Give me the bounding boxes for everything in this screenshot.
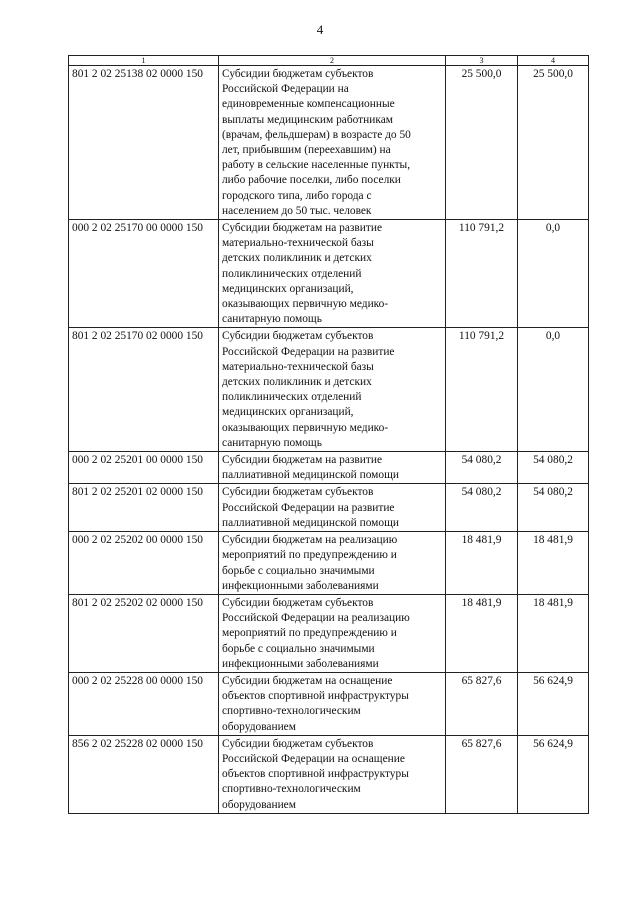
subsidy-name-line: Субсидии бюджетам на реализацию	[222, 534, 398, 547]
amount-col4-cell: 18 481,9	[518, 594, 589, 672]
subsidy-name-line: Российской Федерации на	[222, 83, 349, 96]
subsidy-name-line: оказывающих первичную медико-	[222, 421, 389, 434]
subsidy-name-cell	[219, 532, 446, 595]
subsidy-name-line: детских поликлиник и детских	[222, 376, 372, 389]
subsidy-name-line: лет, прибывшим (переехавшим) на	[222, 144, 391, 157]
subsidy-name-line: Субсидии бюджетам на развитие	[222, 454, 383, 467]
subsidy-name-line: (врачам, фельдшерам) в возрасте до 50	[222, 128, 411, 141]
subsidy-name-cell	[219, 452, 446, 484]
subsidy-name-cell	[219, 735, 446, 813]
subsidy-name-line: Российской Федерации на развитие	[222, 501, 395, 514]
subsidy-name-line: спортивно-технологическим	[222, 783, 361, 796]
subsidy-name-line: Российской Федерации на реализацию	[222, 612, 410, 625]
subsidy-name-cell	[219, 66, 446, 220]
subsidy-name-line: объектов спортивной инфраструктуры	[222, 768, 409, 781]
table-row	[69, 66, 589, 220]
column-number: 1	[69, 56, 219, 66]
subsidy-name-line: Субсидии бюджетам субъектов	[222, 737, 374, 750]
amount-col3-cell: 25 500,0	[446, 66, 518, 220]
budget-table	[68, 55, 589, 814]
subsidy-name-line: мероприятий по предупреждению и	[222, 627, 397, 640]
subsidy-name-line: медицинских организаций,	[222, 282, 354, 295]
table-row	[69, 672, 589, 735]
subsidy-name-line: паллиативной медицинской помощи	[222, 469, 399, 482]
subsidy-name-line: единовременные компенсационные	[222, 98, 395, 111]
table-row	[69, 532, 589, 595]
column-number: 2	[219, 56, 446, 66]
subsidy-name-line: детских поликлиник и детских	[222, 252, 372, 265]
amount-col4-cell: 25 500,0	[518, 66, 589, 220]
subsidy-name-line: борьбе с социально значимыми	[222, 564, 375, 577]
amount-col3-cell: 54 080,2	[446, 452, 518, 484]
budget-code-cell: 856 2 02 25228 02 0000 150	[69, 735, 219, 813]
subsidy-name-line: паллиативной медицинской помощи	[222, 516, 399, 529]
table-body	[69, 66, 589, 814]
table-row	[69, 452, 589, 484]
amount-col4-cell: 56 624,9	[518, 735, 589, 813]
amount-col4-cell: 56 624,9	[518, 672, 589, 735]
subsidy-name-line: Субсидии бюджетам субъектов	[222, 596, 374, 609]
budget-code-cell: 000 2 02 25201 00 0000 150	[69, 452, 219, 484]
table-row	[69, 484, 589, 532]
amount-col3-cell: 54 080,2	[446, 484, 518, 532]
amount-col4-cell: 0,0	[518, 328, 589, 452]
subsidy-name-line: материально-технической базы	[222, 237, 374, 250]
column-number: 4	[518, 56, 589, 66]
budget-code-cell: 801 2 02 25138 02 0000 150	[69, 66, 219, 220]
budget-code-cell: 000 2 02 25228 00 0000 150	[69, 672, 219, 735]
subsidy-name-cell	[219, 328, 446, 452]
table-row	[69, 220, 589, 328]
subsidy-name-line: Российской Федерации на развитие	[222, 345, 395, 358]
subsidy-name-line: борьбе с социально значимыми	[222, 642, 375, 655]
amount-col4-cell: 54 080,2	[518, 484, 589, 532]
amount-col3-cell: 110 791,2	[446, 328, 518, 452]
page-number: 4	[316, 22, 324, 37]
budget-code-cell: 000 2 02 25202 00 0000 150	[69, 532, 219, 595]
column-number-row	[69, 56, 589, 66]
subsidy-name-cell	[219, 220, 446, 328]
subsidy-name-cell	[219, 672, 446, 735]
amount-col3-cell: 18 481,9	[446, 594, 518, 672]
subsidy-name-cell	[219, 594, 446, 672]
subsidy-name-line: Субсидии бюджетам на развитие	[222, 222, 383, 235]
table-row	[69, 328, 589, 452]
subsidy-name-line: Субсидии бюджетам субъектов	[222, 330, 374, 343]
subsidy-name-cell	[219, 484, 446, 532]
subsidy-name-line: оборудованием	[222, 720, 296, 733]
subsidy-name-line: выплаты медицинским работникам	[222, 113, 393, 126]
subsidy-name-line: инфекционными заболеваниями	[222, 579, 379, 592]
budget-code-cell: 000 2 02 25170 00 0000 150	[69, 220, 219, 328]
subsidy-name-line: материально-технической базы	[222, 360, 374, 373]
amount-col4-cell: 18 481,9	[518, 532, 589, 595]
subsidy-name-line: либо рабочие поселки, либо поселки	[222, 174, 401, 187]
subsidy-name-line: медицинских организаций,	[222, 406, 354, 419]
amount-col3-cell: 65 827,6	[446, 735, 518, 813]
subsidy-name-line: городского типа, либо города с	[222, 189, 372, 202]
subsidy-name-line: работу в сельские населенные пункты,	[222, 159, 411, 172]
subsidy-name-line: спортивно-технологическим	[222, 705, 361, 718]
subsidy-name-line: санитарную помощь	[222, 436, 322, 449]
subsidy-name-line: мероприятий по предупреждению и	[222, 549, 397, 562]
budget-code-cell: 801 2 02 25170 02 0000 150	[69, 328, 219, 452]
table-row	[69, 735, 589, 813]
subsidy-name-line: объектов спортивной инфраструктуры	[222, 690, 409, 703]
column-number: 3	[446, 56, 518, 66]
subsidy-name-line: инфекционными заболеваниями	[222, 657, 379, 670]
subsidy-name-line: санитарную помощь	[222, 313, 322, 326]
subsidy-name-line: Российской Федерации на оснащение	[222, 752, 405, 765]
amount-col3-cell: 65 827,6	[446, 672, 518, 735]
amount-col3-cell: 18 481,9	[446, 532, 518, 595]
subsidy-name-line: оборудованием	[222, 798, 296, 811]
subsidy-name-line: поликлинических отделений	[222, 267, 362, 280]
subsidy-name-line: оказывающих первичную медико-	[222, 298, 389, 311]
budget-code-cell: 801 2 02 25202 02 0000 150	[69, 594, 219, 672]
amount-col3-cell: 110 791,2	[446, 220, 518, 328]
amount-col4-cell: 0,0	[518, 220, 589, 328]
subsidy-name-line: Субсидии бюджетам субъектов	[222, 68, 374, 80]
subsidy-name-line: Субсидии бюджетам субъектов	[222, 486, 374, 499]
table-row	[69, 594, 589, 672]
budget-code-cell: 801 2 02 25201 02 0000 150	[69, 484, 219, 532]
subsidy-name-line: Субсидии бюджетам на оснащение	[222, 674, 393, 687]
subsidy-name-line: поликлинических отделений	[222, 391, 362, 404]
amount-col4-cell: 54 080,2	[518, 452, 589, 484]
subsidy-name-line: населением до 50 тыс. человек	[222, 204, 372, 217]
